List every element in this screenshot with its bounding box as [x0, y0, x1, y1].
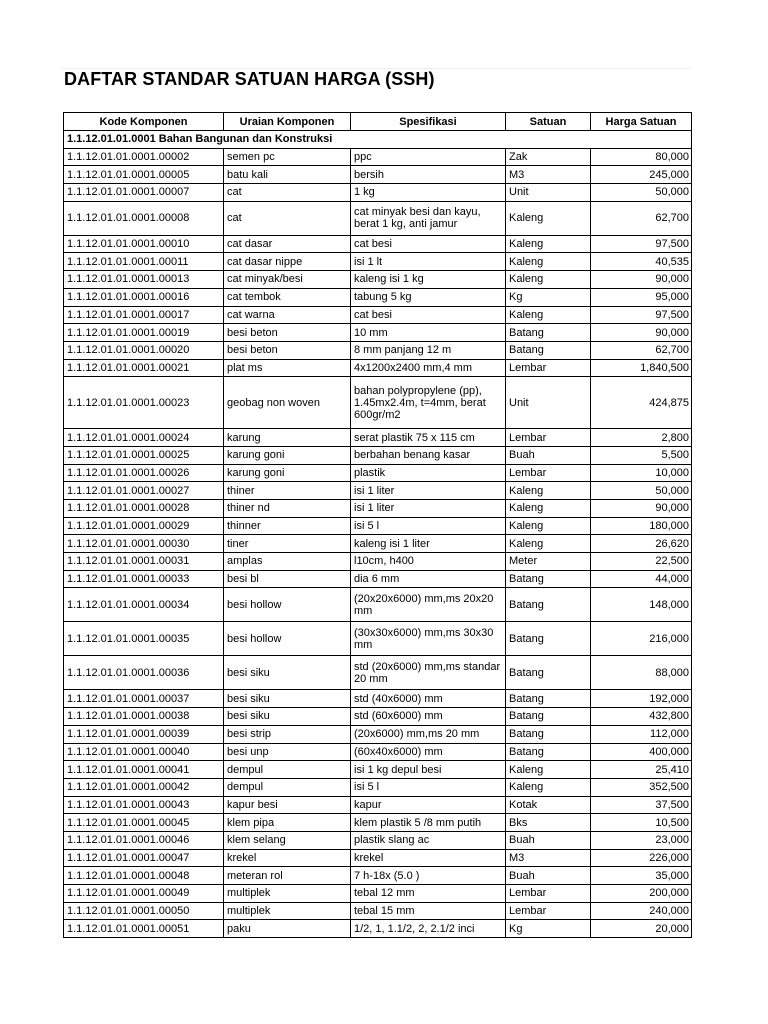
cell-uraian: cat tembok	[224, 288, 351, 306]
cell-kode: 1.1.12.01.01.0001.00041	[64, 761, 224, 779]
cell-spesifikasi: cat besi	[351, 306, 506, 324]
table-row	[64, 464, 692, 482]
cell-satuan: Batang	[506, 743, 591, 761]
cell-spesifikasi: isi 5 l	[351, 778, 506, 796]
cell-spesifikasi: 7 h-18x (5.0 )	[351, 867, 506, 885]
cell-harga: 23,000	[591, 831, 692, 849]
cell-spesifikasi: 1/2, 1, 1.1/2, 2, 2.1/2 inci	[351, 920, 506, 938]
cell-satuan: Zak	[506, 148, 591, 166]
cell-uraian: besi beton	[224, 341, 351, 359]
cell-spesifikasi: bersih	[351, 166, 506, 184]
cell-harga: 97,500	[591, 306, 692, 324]
cell-satuan: Kaleng	[506, 535, 591, 553]
cell-uraian: semen pc	[224, 148, 351, 166]
cell-uraian: besi beton	[224, 324, 351, 342]
cell-spesifikasi: plastik	[351, 464, 506, 482]
table-row	[64, 359, 692, 377]
cell-kode: 1.1.12.01.01.0001.00021	[64, 359, 224, 377]
table-row	[64, 622, 692, 656]
cell-harga: 2,800	[591, 429, 692, 447]
cell-satuan: Buah	[506, 867, 591, 885]
cell-kode: 1.1.12.01.01.0001.00023	[64, 377, 224, 429]
table-row	[64, 814, 692, 832]
cell-uraian: karung goni	[224, 464, 351, 482]
table-row	[64, 778, 692, 796]
table-row	[64, 288, 692, 306]
cell-kode: 1.1.12.01.01.0001.00017	[64, 306, 224, 324]
cell-uraian: besi siku	[224, 690, 351, 708]
table-row	[64, 271, 692, 289]
cell-kode: 1.1.12.01.01.0001.00011	[64, 253, 224, 271]
table-row	[64, 482, 692, 500]
cell-uraian: dempul	[224, 778, 351, 796]
cell-kode: 1.1.12.01.01.0001.00020	[64, 341, 224, 359]
cell-harga: 200,000	[591, 885, 692, 903]
cell-satuan: Kaleng	[506, 761, 591, 779]
cell-spesifikasi: std (40x6000) mm	[351, 690, 506, 708]
cell-harga: 88,000	[591, 656, 692, 690]
cell-harga: 1,840,500	[591, 359, 692, 377]
cell-harga: 90,000	[591, 324, 692, 342]
cell-kode: 1.1.12.01.01.0001.00035	[64, 622, 224, 656]
cell-kode: 1.1.12.01.01.0001.00024	[64, 429, 224, 447]
cell-spesifikasi: std (20x6000) mm,ms standar 20 mm	[351, 656, 506, 690]
cell-harga: 37,500	[591, 796, 692, 814]
cell-harga: 112,000	[591, 725, 692, 743]
cell-spesifikasi: tabung 5 kg	[351, 288, 506, 306]
cell-satuan: Buah	[506, 831, 591, 849]
cell-satuan: Lembar	[506, 429, 591, 447]
cell-harga: 432,800	[591, 708, 692, 726]
table-row	[64, 902, 692, 920]
table-row	[64, 253, 692, 271]
cell-spesifikasi: 4x1200x2400 mm,4 mm	[351, 359, 506, 377]
cell-spesifikasi: kaleng isi 1 liter	[351, 535, 506, 553]
cell-harga: 148,000	[591, 588, 692, 622]
table-row	[64, 306, 692, 324]
cell-spesifikasi: cat besi	[351, 235, 506, 253]
cell-satuan: Kaleng	[506, 500, 591, 518]
cell-harga: 90,000	[591, 500, 692, 518]
cell-spesifikasi: std (60x6000) mm	[351, 708, 506, 726]
cell-satuan: Unit	[506, 184, 591, 202]
cell-kode: 1.1.12.01.01.0001.00036	[64, 656, 224, 690]
column-header-satuan: Satuan	[506, 113, 591, 131]
cell-kode: 1.1.12.01.01.0001.00045	[64, 814, 224, 832]
cell-kode: 1.1.12.01.01.0001.00030	[64, 535, 224, 553]
cell-kode: 1.1.12.01.01.0001.00016	[64, 288, 224, 306]
cell-uraian: karung	[224, 429, 351, 447]
cell-harga: 44,000	[591, 570, 692, 588]
cell-satuan: Batang	[506, 622, 591, 656]
cell-kode: 1.1.12.01.01.0001.00039	[64, 725, 224, 743]
cell-spesifikasi: 1 kg	[351, 184, 506, 202]
cell-satuan: Batang	[506, 570, 591, 588]
cell-uraian: besi siku	[224, 656, 351, 690]
cell-spesifikasi: (60x40x6000) mm	[351, 743, 506, 761]
table-row	[64, 184, 692, 202]
cell-harga: 192,000	[591, 690, 692, 708]
cell-satuan: Batang	[506, 588, 591, 622]
table-row	[64, 500, 692, 518]
page-title: DAFTAR STANDAR SATUAN HARGA (SSH)	[64, 69, 435, 89]
cell-kode: 1.1.12.01.01.0001.00025	[64, 446, 224, 464]
cell-satuan: Batang	[506, 656, 591, 690]
cell-uraian: plat ms	[224, 359, 351, 377]
cell-satuan: Kaleng	[506, 778, 591, 796]
cell-spesifikasi: (30x30x6000) mm,ms 30x30 mm	[351, 622, 506, 656]
table-row	[64, 796, 692, 814]
table-row	[64, 725, 692, 743]
table-row	[64, 235, 692, 253]
table-row	[64, 148, 692, 166]
cell-spesifikasi: 8 mm panjang 12 m	[351, 341, 506, 359]
cell-uraian: besi bl	[224, 570, 351, 588]
cell-harga: 50,000	[591, 184, 692, 202]
cell-harga: 95,000	[591, 288, 692, 306]
cell-satuan: Buah	[506, 446, 591, 464]
cell-kode: 1.1.12.01.01.0001.00046	[64, 831, 224, 849]
cell-satuan: Unit	[506, 377, 591, 429]
cell-kode: 1.1.12.01.01.0001.00007	[64, 184, 224, 202]
cell-spesifikasi: serat plastik 75 x 115 cm	[351, 429, 506, 447]
cell-uraian: klem selang	[224, 831, 351, 849]
cell-uraian: multiplek	[224, 885, 351, 903]
cell-harga: 216,000	[591, 622, 692, 656]
cell-harga: 97,500	[591, 235, 692, 253]
column-header-harga: Harga Satuan	[591, 113, 692, 131]
cell-spesifikasi: bahan polypropylene (pp), 1.45mx2.4m, t=4mm, berat 600gr/m2	[351, 377, 506, 429]
table-row	[64, 570, 692, 588]
table-row	[64, 885, 692, 903]
cell-satuan: Kaleng	[506, 306, 591, 324]
cell-satuan: M3	[506, 166, 591, 184]
cell-harga: 35,000	[591, 867, 692, 885]
cell-satuan: Batang	[506, 341, 591, 359]
cell-satuan: Lembar	[506, 359, 591, 377]
table-row	[64, 831, 692, 849]
cell-spesifikasi: kapur	[351, 796, 506, 814]
cell-satuan: Kaleng	[506, 517, 591, 535]
cell-uraian: meteran rol	[224, 867, 351, 885]
cell-uraian: cat minyak/besi	[224, 271, 351, 289]
cell-spesifikasi: krekel	[351, 849, 506, 867]
cell-satuan: Kaleng	[506, 482, 591, 500]
cell-spesifikasi: tebal 15 mm	[351, 902, 506, 920]
group-row	[64, 131, 692, 149]
cell-kode: 1.1.12.01.01.0001.00029	[64, 517, 224, 535]
cell-harga: 240,000	[591, 902, 692, 920]
table-row	[64, 429, 692, 447]
cell-satuan: Kaleng	[506, 271, 591, 289]
table-row	[64, 446, 692, 464]
cell-kode: 1.1.12.01.01.0001.00034	[64, 588, 224, 622]
cell-satuan: Kaleng	[506, 201, 591, 235]
cell-satuan: Bks	[506, 814, 591, 832]
cell-kode: 1.1.12.01.01.0001.00050	[64, 902, 224, 920]
table-row	[64, 377, 692, 429]
column-header-kode: Kode Komponen	[64, 113, 224, 131]
cell-kode: 1.1.12.01.01.0001.00037	[64, 690, 224, 708]
cell-spesifikasi: plastik slang ac	[351, 831, 506, 849]
cell-uraian: amplas	[224, 553, 351, 571]
cell-harga: 245,000	[591, 166, 692, 184]
cell-kode: 1.1.12.01.01.0001.00051	[64, 920, 224, 938]
cell-uraian: cat dasar	[224, 235, 351, 253]
cell-uraian: karung goni	[224, 446, 351, 464]
cell-satuan: Kaleng	[506, 235, 591, 253]
table-row	[64, 588, 692, 622]
cell-kode: 1.1.12.01.01.0001.00008	[64, 201, 224, 235]
cell-kode: 1.1.12.01.01.0001.00033	[64, 570, 224, 588]
cell-uraian: klem pipa	[224, 814, 351, 832]
cell-spesifikasi: kaleng isi 1 kg	[351, 271, 506, 289]
cell-harga: 5,500	[591, 446, 692, 464]
table-row	[64, 849, 692, 867]
table-row	[64, 867, 692, 885]
cell-satuan: Batang	[506, 324, 591, 342]
cell-kode: 1.1.12.01.01.0001.00043	[64, 796, 224, 814]
cell-kode: 1.1.12.01.01.0001.00002	[64, 148, 224, 166]
cell-satuan: Kotak	[506, 796, 591, 814]
cell-harga: 352,500	[591, 778, 692, 796]
cell-spesifikasi: isi 1 liter	[351, 482, 506, 500]
price-table	[63, 112, 692, 938]
cell-kode: 1.1.12.01.01.0001.00048	[64, 867, 224, 885]
cell-satuan: Meter	[506, 553, 591, 571]
column-header-spesifikasi: Spesifikasi	[351, 113, 506, 131]
table-row	[64, 761, 692, 779]
cell-harga: 10,500	[591, 814, 692, 832]
cell-kode: 1.1.12.01.01.0001.00013	[64, 271, 224, 289]
cell-uraian: cat	[224, 184, 351, 202]
table-row	[64, 656, 692, 690]
table-body	[64, 131, 692, 938]
cell-spesifikasi: tebal 12 mm	[351, 885, 506, 903]
cell-kode: 1.1.12.01.01.0001.00038	[64, 708, 224, 726]
cell-spesifikasi: (20x6000) mm,ms 20 mm	[351, 725, 506, 743]
cell-satuan: Batang	[506, 690, 591, 708]
cell-spesifikasi: ppc	[351, 148, 506, 166]
cell-satuan: M3	[506, 849, 591, 867]
cell-uraian: thinner	[224, 517, 351, 535]
cell-uraian: batu kali	[224, 166, 351, 184]
cell-harga: 90,000	[591, 271, 692, 289]
cell-satuan: Batang	[506, 725, 591, 743]
cell-satuan: Kaleng	[506, 253, 591, 271]
table-row	[64, 920, 692, 938]
cell-satuan: Kg	[506, 920, 591, 938]
cell-harga: 62,700	[591, 341, 692, 359]
cell-harga: 424,875	[591, 377, 692, 429]
table-row	[64, 708, 692, 726]
cell-harga: 180,000	[591, 517, 692, 535]
cell-uraian: besi unp	[224, 743, 351, 761]
cell-kode: 1.1.12.01.01.0001.00047	[64, 849, 224, 867]
cell-harga: 62,700	[591, 201, 692, 235]
table-row	[64, 166, 692, 184]
table-row	[64, 743, 692, 761]
cell-harga: 50,000	[591, 482, 692, 500]
table-row	[64, 553, 692, 571]
cell-satuan: Lembar	[506, 902, 591, 920]
cell-kode: 1.1.12.01.01.0001.00040	[64, 743, 224, 761]
cell-spesifikasi: dia 6 mm	[351, 570, 506, 588]
cell-harga: 22,500	[591, 553, 692, 571]
cell-satuan: Lembar	[506, 464, 591, 482]
cell-kode: 1.1.12.01.01.0001.00019	[64, 324, 224, 342]
cell-kode: 1.1.12.01.01.0001.00028	[64, 500, 224, 518]
cell-harga: 400,000	[591, 743, 692, 761]
cell-uraian: besi siku	[224, 708, 351, 726]
cell-uraian: besi strip	[224, 725, 351, 743]
cell-spesifikasi: isi 5 l	[351, 517, 506, 535]
cell-kode: 1.1.12.01.01.0001.00026	[64, 464, 224, 482]
cell-spesifikasi: cat minyak besi dan kayu, berat 1 kg, anti jamur	[351, 201, 506, 235]
cell-uraian: cat	[224, 201, 351, 235]
cell-uraian: thiner	[224, 482, 351, 500]
cell-uraian: multiplek	[224, 902, 351, 920]
table-row	[64, 535, 692, 553]
cell-satuan: Lembar	[506, 885, 591, 903]
cell-spesifikasi: l10cm, h400	[351, 553, 506, 571]
table-row	[64, 690, 692, 708]
cell-harga: 40,535	[591, 253, 692, 271]
cell-kode: 1.1.12.01.01.0001.00031	[64, 553, 224, 571]
cell-kode: 1.1.12.01.01.0001.00027	[64, 482, 224, 500]
cell-harga: 226,000	[591, 849, 692, 867]
cell-spesifikasi: isi 1 lt	[351, 253, 506, 271]
cell-kode: 1.1.12.01.01.0001.00010	[64, 235, 224, 253]
cell-uraian: besi hollow	[224, 622, 351, 656]
cell-uraian: tiner	[224, 535, 351, 553]
cell-spesifikasi: berbahan benang kasar	[351, 446, 506, 464]
header-row	[64, 113, 692, 131]
cell-uraian: besi hollow	[224, 588, 351, 622]
cell-spesifikasi: isi 1 kg depul besi	[351, 761, 506, 779]
cell-uraian: krekel	[224, 849, 351, 867]
cell-harga: 25,410	[591, 761, 692, 779]
cell-uraian: dempul	[224, 761, 351, 779]
cell-uraian: cat dasar nippe	[224, 253, 351, 271]
cell-spesifikasi: (20x20x6000) mm,ms 20x20 mm	[351, 588, 506, 622]
table-row	[64, 201, 692, 235]
column-header-uraian: Uraian Komponen	[224, 113, 351, 131]
cell-uraian: kapur besi	[224, 796, 351, 814]
cell-uraian: geobag non woven	[224, 377, 351, 429]
cell-spesifikasi: 10 mm	[351, 324, 506, 342]
table-row	[64, 324, 692, 342]
cell-kode: 1.1.12.01.01.0001.00049	[64, 885, 224, 903]
cell-harga: 10,000	[591, 464, 692, 482]
cell-harga: 80,000	[591, 148, 692, 166]
cell-uraian: paku	[224, 920, 351, 938]
cell-spesifikasi: klem plastik 5 /8 mm putih	[351, 814, 506, 832]
cell-harga: 26,620	[591, 535, 692, 553]
cell-kode: 1.1.12.01.01.0001.00042	[64, 778, 224, 796]
table-row	[64, 341, 692, 359]
cell-satuan: Batang	[506, 708, 591, 726]
cell-harga: 20,000	[591, 920, 692, 938]
cell-spesifikasi: isi 1 liter	[351, 500, 506, 518]
cell-uraian: cat warna	[224, 306, 351, 324]
group-label: 1.1.12.01.01.0001 Bahan Bangunan dan Konstruksi	[64, 131, 692, 149]
cell-kode: 1.1.12.01.01.0001.00005	[64, 166, 224, 184]
cell-uraian: thiner nd	[224, 500, 351, 518]
table-row	[64, 517, 692, 535]
cell-satuan: Kg	[506, 288, 591, 306]
